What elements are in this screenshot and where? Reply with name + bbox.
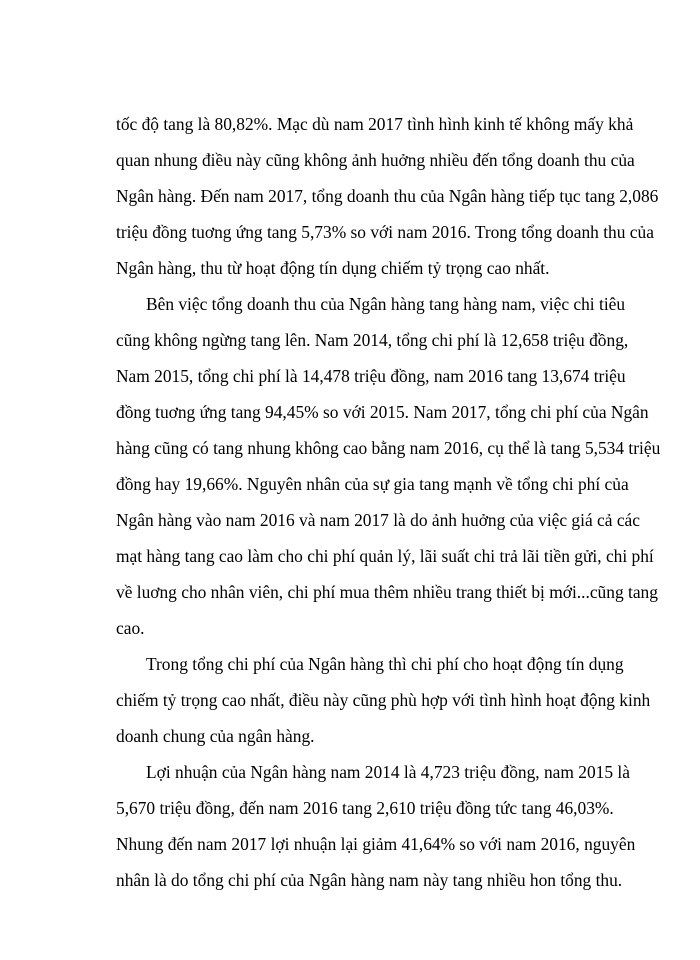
text-line: Trong tổng chi phí của Ngân hàng thì chi phí cho hoạt động tín dụng bbox=[146, 654, 624, 674]
text-line: doanh chung của ngân hàng. bbox=[116, 726, 315, 746]
text-line: Bên việc tổng doanh thu của Ngân hàng tang hàng nam, việc chi tiêu bbox=[146, 294, 626, 314]
text-line: Nhung đến nam 2017 lợi nhuận lại giảm 41,64% so với nam 2016, nguyên bbox=[116, 834, 636, 854]
text-line: nhân là do tổng chi phí của Ngân hàng nam này tang nhiều hon tổng thu. bbox=[116, 870, 623, 890]
text-line: đồng tuơng ứng tang 94,45% so với 2015. Nam 2017, tổng chi phí của Ngân bbox=[116, 402, 649, 422]
text-line: 5,670 triệu đồng, đến nam 2016 tang 2,610 triệu đồng tức tang 46,03%. bbox=[116, 798, 614, 818]
text-line: triệu đồng tuơng ứng tang 5,73% so với nam 2016. Trong tổng doanh thu của bbox=[116, 222, 654, 242]
text-line: Lợi nhuận của Ngân hàng nam 2014 là 4,723 triệu đồng, nam 2015 là bbox=[146, 762, 630, 782]
text-line: Ngân hàng, thu từ hoạt động tín dụng chiếm tỷ trọng cao nhất. bbox=[116, 258, 550, 278]
text-line: về luơng cho nhân viên, chi phí mua thêm nhiều trang thiết bị mới...cũng tang bbox=[116, 582, 658, 602]
text-line: Nam 2015, tổng chi phí là 14,478 triệu đồng, nam 2016 tang 13,674 triệu bbox=[116, 366, 626, 386]
text-line: chiếm tỷ trọng cao nhất, điều này cũng phù hợp với tình hình hoạt động kinh bbox=[116, 690, 651, 710]
text-line: quan nhung điều này cũng không ảnh huởng nhiều đến tổng doanh thu của bbox=[116, 150, 635, 170]
text-line: cũng không ngừng tang lên. Nam 2014, tổng chi phí là 12,658 triệu đồng, bbox=[116, 330, 629, 350]
text-line: Ngân hàng vào nam 2016 và nam 2017 là do ảnh huởng của việc giá cả các bbox=[116, 510, 640, 530]
text-line: tốc độ tang là 80,82%. Mạc dù nam 2017 tình hình kinh tế không mấy khả bbox=[116, 114, 634, 134]
text-line: Ngân hàng. Đến nam 2017, tổng doanh thu của Ngân hàng tiếp tục tang 2,086 bbox=[116, 186, 659, 206]
text-line: cao. bbox=[116, 618, 145, 638]
text-line: mạt hàng tang cao làm cho chi phí quản lý, lãi suất chi trả lãi tiền gửi, chi phí bbox=[116, 546, 654, 566]
text-line: đồng hay 19,66%. Nguyên nhân của sự gia tang mạnh về tổng chi phí của bbox=[116, 474, 629, 494]
text-line: hàng cũng có tang nhung không cao bằng nam 2016, cụ thể là tang 5,534 triệu bbox=[116, 438, 661, 458]
